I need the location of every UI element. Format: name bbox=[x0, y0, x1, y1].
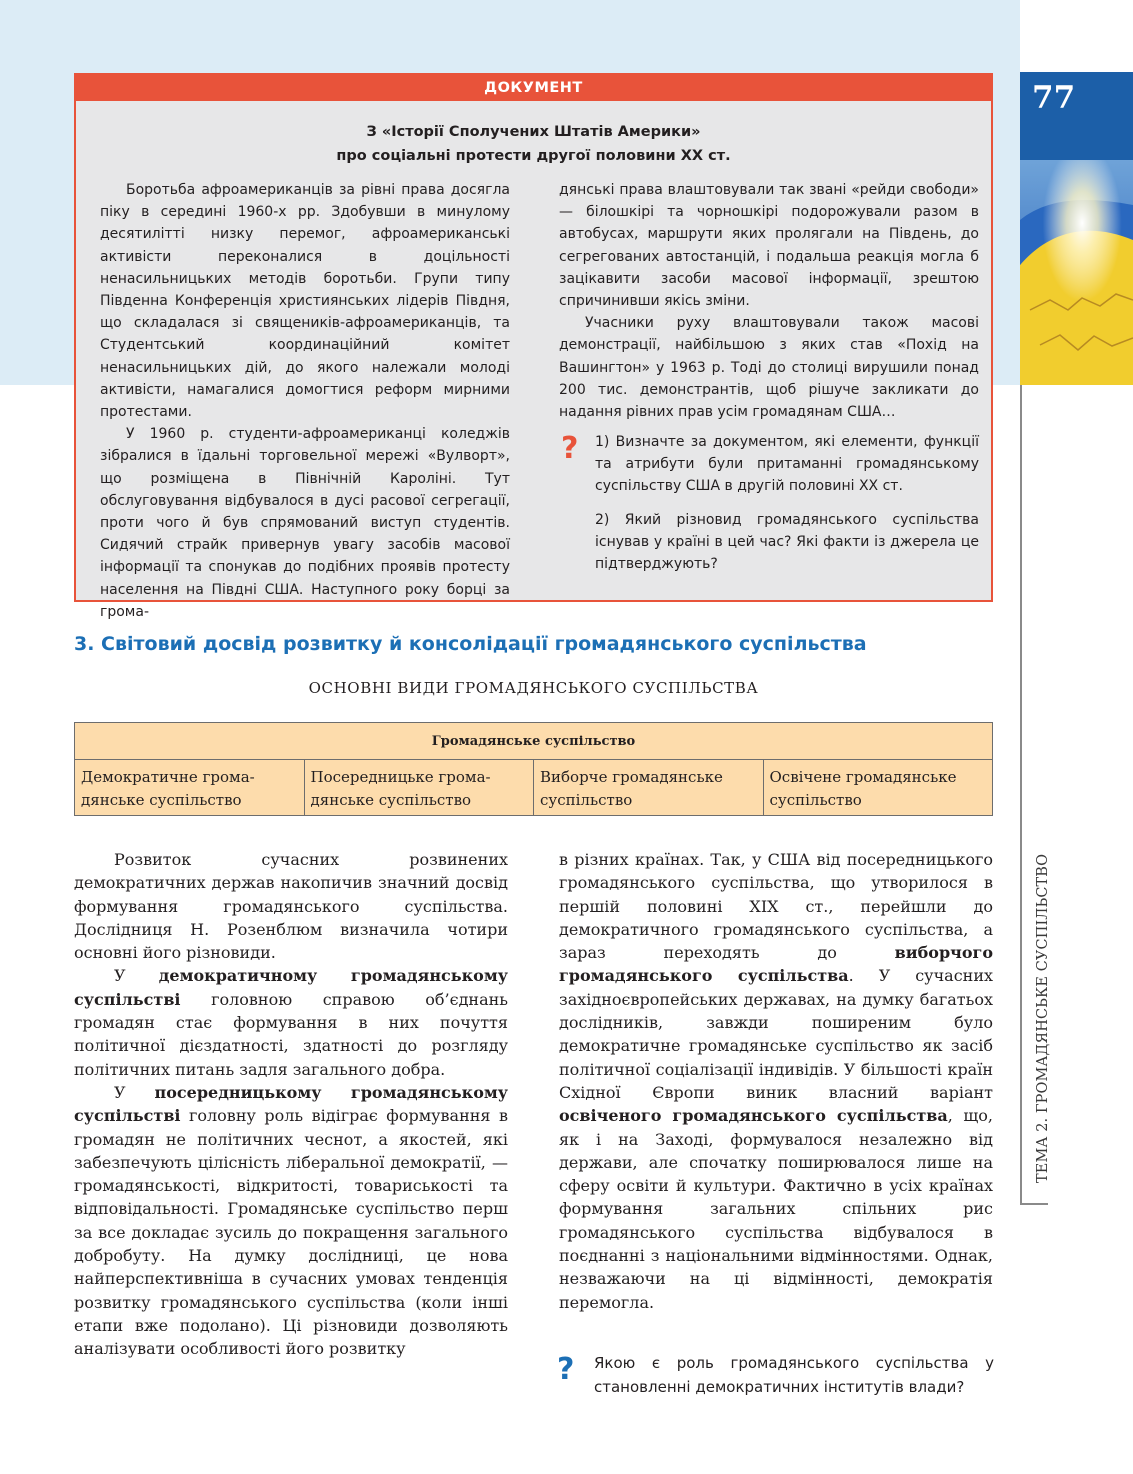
side-divider-line bbox=[1020, 385, 1022, 1205]
document-paragraph: Боротьба афроамериканців за рівні права досягла піку в середині 1960-х рр. Здобувши в минулому десятилітті низку перемог, афроамериканські активісти переконалися в доцільності ненасильницьких методів боротьби. Групи типу Південна Конференція християнських лідерів Півдня, що складалася зі священиків-афроамериканців, та Студентський координаційний комітет ненасильницьких дій, до якого належали молоді активісти, намагалися домогтися реформ мирними протестами. bbox=[100, 182, 510, 421]
review-question: Якою є роль громадянського суспільства у становленні демократичних інститутів влади? bbox=[594, 1354, 994, 1396]
page-number-tab bbox=[1020, 72, 1133, 160]
body-paragraph: Розвиток сучасних розвинених демократичних держав накопичив значний досвід формування громадянського суспільства. Дослідниця Н. Розенблюм визначила чотири основні його різновиди. bbox=[74, 850, 508, 963]
body-paragraph: У демократичному громадянському суспільстві головною справою об’єднань громадян стає формування в них почуття політичної дієздатності, здатності до розгляду політичних питань задля загального добра. bbox=[74, 966, 508, 1079]
document-paragraph: Учасники руху влаштовували також масові демонстрації, найбільшою з яких став «Похід на Вашингтон» у 1963 р. Тоді до столиці вирушили понад 200 тис. демонстрантів, щоб рішуче закликати до надання рівних прав усім громадянам США… bbox=[559, 315, 979, 421]
table-header: Громадянське суспільство bbox=[75, 723, 993, 760]
body-paragraph: в різних країнах. Так, у США від посередницького громадянського суспільства, що утворилося в першій половині ХІХ ст., перейшли до демократичного громадянського суспільства, а зараз переходять до виборчого громадянського суспільства. У сучасних західноєвропейських державах, на думку багатьох дослідників, завжди поширеним було демократичне громадянське суспільство як засіб політичної соціалізації індивідів. У більшості країн Східної Європи виник власний варіант освіченого громадянського суспільства, що, як і на Заході, формувалося незалежно від держави, але спочатку поширювалося лише на сферу освіти й культури. Фактично в усіх країнах формування загальних спільних рис громадянського суспільства відбувалося в поєднанні з національними відмінностями. Однак, незважаючи на ці відмінності, демократія перемогла. bbox=[559, 850, 993, 1312]
civil-society-types-table bbox=[74, 722, 993, 816]
ukraine-flag-map-image bbox=[1020, 160, 1133, 385]
document-paragraph: У 1960 р. студенти-афроамериканці коледжів зібралися в їдальні торговельної мережі «Вулворт», що розміщена в Північній Кароліні. Тут обслуговування відбувалося в дусі расової сегрегації, проти чого й був спрямований виступ студентів. Сидячий страйк привернув увагу засобів масової інформації та спонукав до подібних проявів протесту населення на Півдні США. Наступного року борці за грома- bbox=[100, 426, 510, 620]
table-cell: Посередницьке грома-дянське суспільство bbox=[304, 760, 534, 816]
term-enlightened: освіченого громадянського суспільства bbox=[559, 1106, 948, 1126]
term-electoral: виборчого громадянського суспільства bbox=[559, 943, 993, 986]
document-title bbox=[76, 120, 991, 168]
body-paragraph: У посередницькому громадянському суспільстві головну роль відіграє формування в громадян не політичних чеснот, а якостей, які забезпечують цілісність ліберальної демократії, — громадянськості, відкритості, товариськості та відповідальності. Громадянське суспільство перш за все докладає зусиль до покращення загального добробуту. На думку дослідниці, це нова найперспективніша в сучасних умовах тенденція розвитку громадянського суспільства (коли інші етапи вже подолано). Ці різновиди дозволяють аналізувати особливості його розвитку bbox=[74, 1082, 508, 1359]
term-democratic: демократичному громадянському суспільстві bbox=[74, 966, 508, 1009]
term-intermediary: посередницькому громадянському суспільстві bbox=[74, 1082, 508, 1126]
document-header: ДОКУМЕНТ bbox=[76, 75, 991, 101]
question-mark-icon: ? bbox=[557, 1352, 575, 1387]
document-left-column bbox=[100, 179, 510, 623]
section-heading: 3. Світовий досвід розвитку й консолідації громадянського суспільства bbox=[74, 633, 867, 655]
side-divider-tick bbox=[1020, 1203, 1048, 1205]
document-box bbox=[74, 73, 993, 620]
document-paragraph: дянські права влаштовували так звані «рейди свободи» — білошкірі та чорношкірі подорожували разом в автобусах, маршрути яких пролягали на Південь, до сегрегованих автостанцій, і подальша реакція могла б зацікавити засоби масової інформації, зрештою спричинивши якісь зміни. bbox=[559, 182, 979, 310]
document-title-line-2: про соціальні протести другої половини ХХ ст. bbox=[336, 148, 731, 164]
document-right-column bbox=[559, 179, 979, 423]
body-left-column bbox=[74, 848, 508, 1361]
table-cell: Виборче громадянське суспільство bbox=[534, 760, 764, 816]
question-mark-icon: ? bbox=[561, 431, 579, 466]
document-title-line-1: З «Історії Сполучених Штатів Америки» bbox=[366, 124, 701, 140]
document-question-1: 1) Визначте за документом, які елементи, функції та атрибути були притаманні громадянському суспільству США в другій половині ХХ ст. bbox=[595, 434, 979, 495]
table-cell: Демократичне грома-дянське суспільство bbox=[75, 760, 305, 816]
table-caption: ОСНОВНІ ВИДИ ГРОМАДЯНСЬКОГО СУСПІЛЬСТВА bbox=[308, 679, 759, 697]
table-cell: Освічене громадянське суспільство bbox=[763, 760, 993, 816]
document-question-2: 2) Який різновид громадянського суспільства існував у країні в цей час? Які факти із джерела це підтверджують? bbox=[595, 512, 979, 573]
body-right-column bbox=[559, 848, 993, 1314]
page-number: 77 bbox=[1032, 80, 1076, 116]
chapter-side-label: ТЕМА 2. ГРОМАДЯНСЬКЕ СУСПІЛЬСТВО bbox=[1035, 853, 1051, 1183]
